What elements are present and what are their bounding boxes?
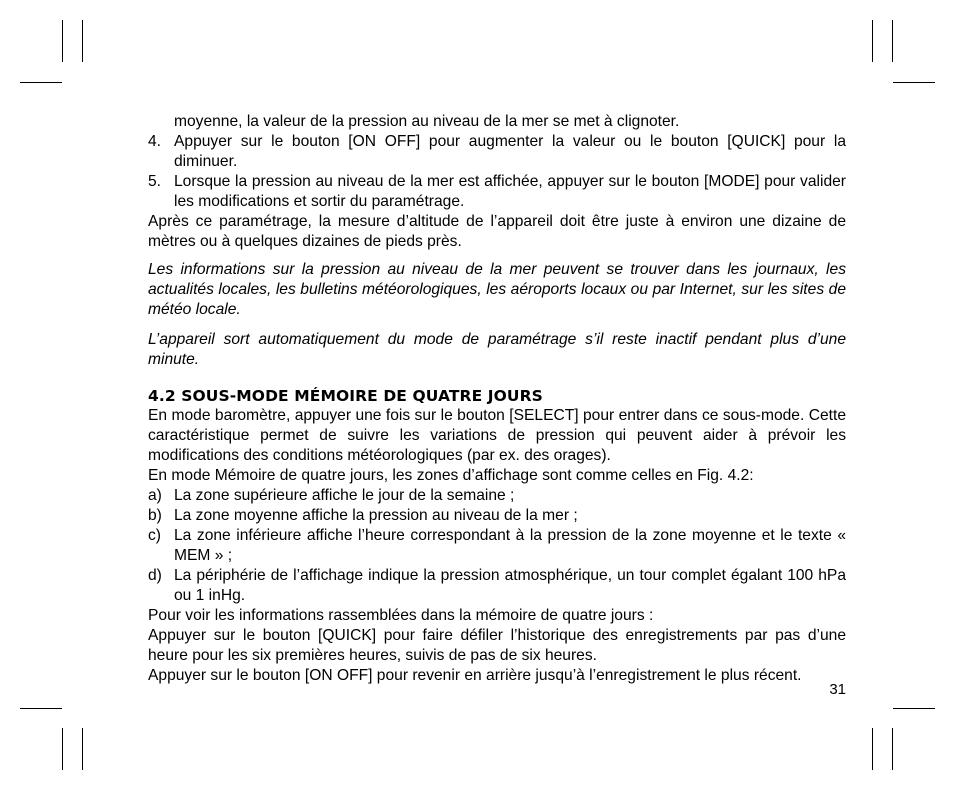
memory-intro: Pour voir les informations rassemblées dans la mémoire de quatre jours :	[148, 607, 654, 624]
zone-marker: d)	[148, 567, 162, 584]
crop-mark-bottom-left-horizontal	[20, 708, 62, 709]
crop-mark-bottom-right-horizontal	[893, 708, 935, 709]
step-5	[148, 172, 846, 212]
zone-marker: c)	[148, 527, 161, 544]
crop-mark-bottom-right-inner	[872, 728, 873, 770]
crop-mark-bottom-left-outer	[62, 728, 63, 770]
zone-d	[148, 566, 846, 606]
zone-text: La zone inférieure affiche l’heure correspondant à la pression de la zone moyenne et le texte « MEM » ;	[174, 527, 846, 564]
step-marker: 4.	[148, 133, 162, 150]
zone-text: La zone moyenne affiche la pression au niveau de la mer ;	[174, 507, 578, 524]
step-marker: 5.	[148, 173, 162, 190]
zone-marker: a)	[148, 487, 162, 504]
onoff-button-instruction: Appuyer sur le bouton [ON OFF] pour revenir en arrière jusqu’à l’enregistrement le plus récent.	[148, 667, 802, 684]
continuation-line: moyenne, la valeur de la pression au niveau de la mer se met à clignoter.	[174, 113, 680, 130]
quick-button-instruction: Appuyer sur le bouton [QUICK] pour faire défiler l’historique des enregistrements par pas d’une heure pour les six premières heures, suivis de pas de six heures.	[148, 627, 846, 664]
crop-mark-top-right-outer	[892, 20, 893, 62]
crop-mark-bottom-right-outer	[892, 728, 893, 770]
crop-mark-top-right-inner	[872, 20, 873, 62]
after-setting-paragraph: Après ce paramétrage, la mesure d’altitude de l’appareil doit être juste à environ une dizaine de mètres ou à quelques dizaines de pieds près.	[148, 213, 846, 250]
step-4	[148, 132, 846, 172]
page-number: 31	[829, 681, 846, 698]
section-heading: 4.2 SOUS-MODE MÉMOIRE DE QUATRE JOURS	[148, 387, 543, 405]
zone-text: La zone supérieure affiche le jour de la semaine ;	[174, 487, 515, 504]
crop-mark-top-left-outer	[62, 20, 63, 62]
step-text: Appuyer sur le bouton [ON OFF] pour augmenter la valeur ou le bouton [QUICK] pour la diminuer.	[174, 133, 846, 170]
crop-mark-top-right-horizontal	[893, 82, 935, 83]
step-text: Lorsque la pression au niveau de la mer est affichée, appuyer sur le bouton [MODE] pour valider les modifications et sortir du paramétrage.	[174, 173, 846, 210]
crop-mark-top-left-horizontal	[20, 82, 62, 83]
intro-paragraph-1: En mode baromètre, appuyer une fois sur le bouton [SELECT] pour entrer dans ce sous-mode. Cette caractéristique permet de suivre les variations de pression qui peuvent aider à prévoir les modifications des conditions météorologiques (par ex. des orages).	[148, 407, 846, 464]
crop-mark-top-left-inner	[82, 20, 83, 62]
crop-mark-bottom-left-inner	[82, 728, 83, 770]
note-timeout: L’appareil sort automatiquement du mode de paramétrage s’il reste inactif pendant plus d’une minute.	[148, 331, 846, 368]
zone-a	[148, 486, 846, 506]
zone-c	[148, 526, 846, 566]
zone-text: La périphérie de l’affichage indique la pression atmosphérique, un tour complet égalant 100 hPa ou 1 inHg.	[174, 567, 846, 604]
intro-paragraph-2: En mode Mémoire de quatre jours, les zones d’affichage sont comme celles en Fig. 4.2:	[148, 467, 754, 484]
note-sea-level-info: Les informations sur la pression au niveau de la mer peuvent se trouver dans les journaux, les actualités locales, les bulletins météorologiques, les aéroports locaux ou par Internet, sur les sites de météo locale.	[148, 261, 846, 318]
zone-marker: b)	[148, 507, 162, 524]
zone-b	[148, 506, 846, 526]
page-content	[148, 112, 846, 686]
